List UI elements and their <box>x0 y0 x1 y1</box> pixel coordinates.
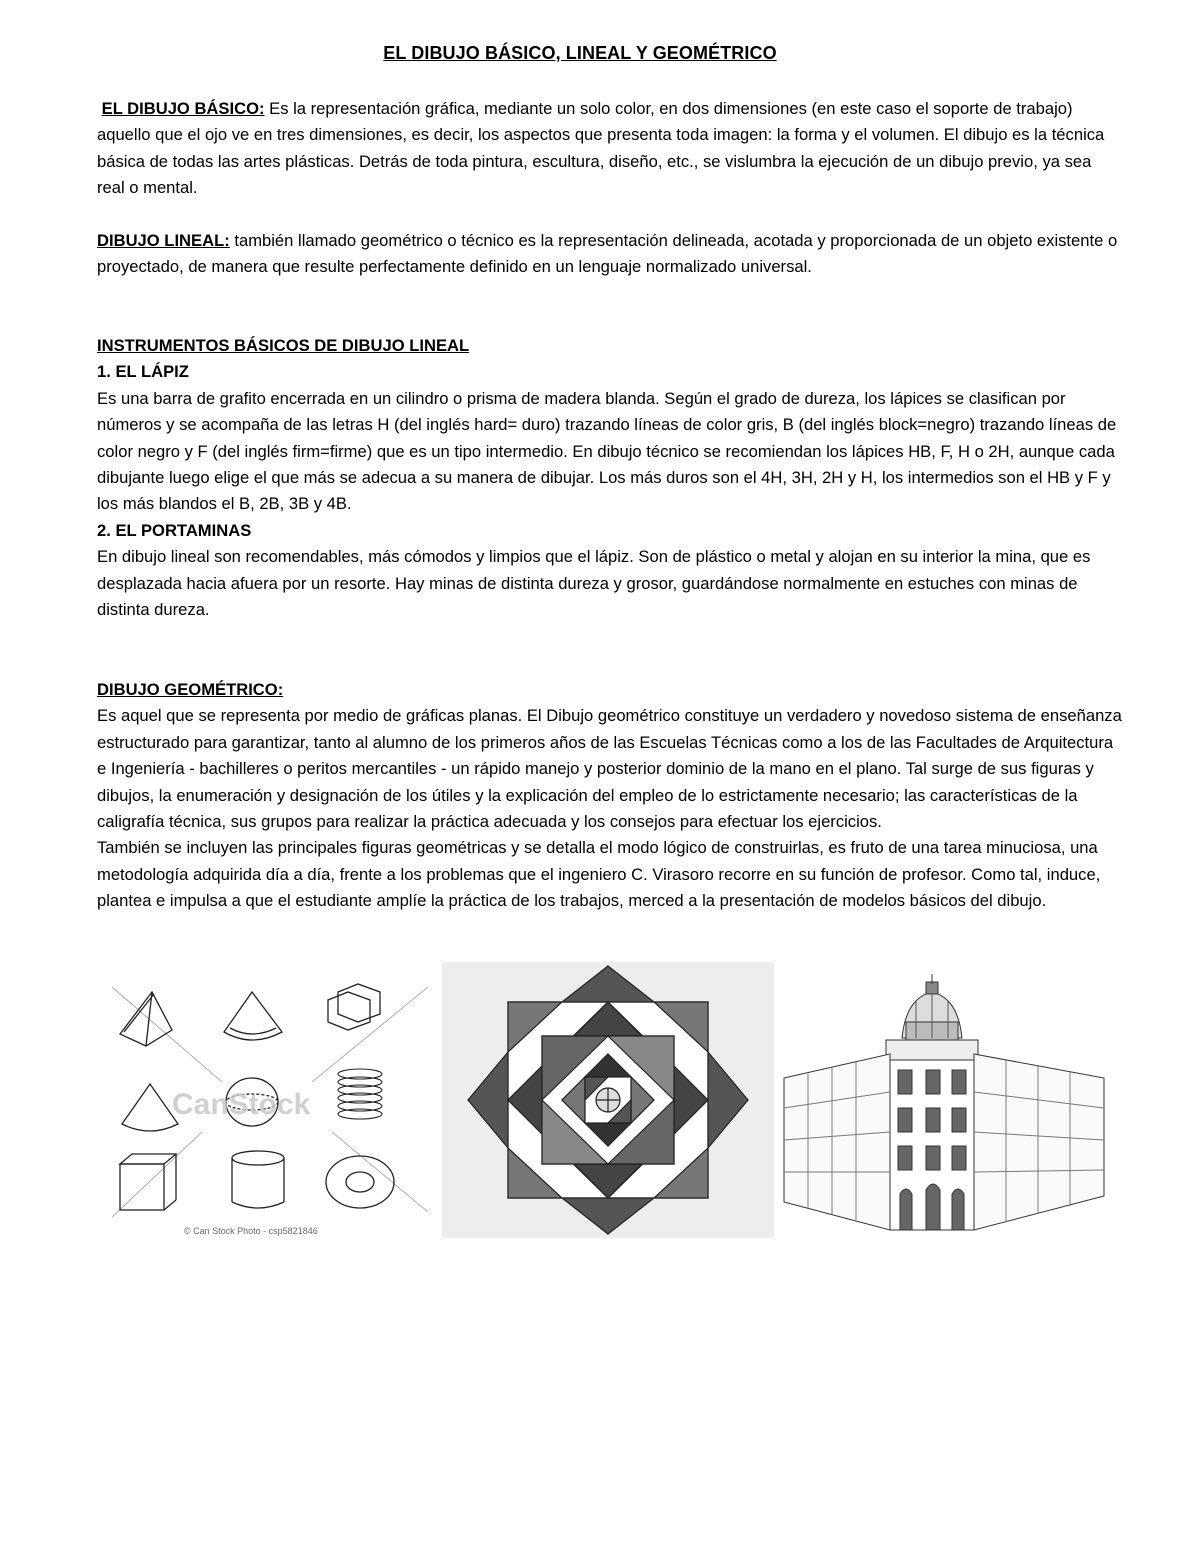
canstock-watermark: CanStock <box>172 1088 311 1121</box>
solids-image <box>112 962 428 1242</box>
document-title: EL DIBUJO BÁSICO, LINEAL Y GEOMÉTRICO <box>383 43 777 63</box>
canstock-caption: © Can Stock Photo - csp5821846 <box>184 1226 318 1236</box>
paragraph-dibujo-lineal <box>97 228 1123 281</box>
paragraph-dibujo-basico <box>97 96 1123 202</box>
star-pattern-image <box>442 962 774 1238</box>
heading-lapiz: 1. EL LÁPIZ <box>97 362 189 382</box>
heading-portaminas: 2. EL PORTAMINAS <box>97 520 252 540</box>
section-dibujo-geometrico <box>97 677 1123 915</box>
heading-dibujo-basico: EL DIBUJO BÁSICO: <box>101 99 265 118</box>
heading-instrumentos: INSTRUMENTOS BÁSICOS DE DIBUJO LINEAL <box>97 336 470 355</box>
text-geometrico-1: Es aquel que se representa por medio de gráficas planas. El Dibujo geométrico constituye un verdadero y novedoso sistema de enseñanza estructurado para garantizar, tanto al alumno de los primeros años de las Escuelas Técnicas como a los de las Facultades de Arquitectura e Ingeniería - bachilleres o peritos mercantiles - un rápido manejo y posterior dominio de la mano en el plano. Tal surge de sus figuras y dibujos, la enumeración y designación de los útiles y la explicación del empleo de lo estrictamente necesario; las características de la caligrafía técnica, sus grupos para realizar la práctica adecuada y los consejos para efectuar los ejercicios. <box>97 706 1122 832</box>
heading-dibujo-lineal: DIBUJO LINEAL: <box>97 231 230 250</box>
text-geometrico-2: También se incluyen las principales figuras geométricas y se detalla el modo lógico de construirlas, es fruto de una tarea minuciosa, una metodología adquirida día a día, frente a los problemas que el ingeniero C. Virasoro recorre en su función de profesor. Como tal, induce, plantea e impulsa a que el estudiante amplíe la práctica de los trabajos, merced a la presentación de modelos básicos del dibujo. <box>97 838 1101 911</box>
text-dibujo-lineal: también llamado geométrico o técnico es la representación delineada, acotada y proporcionada de un objeto existente o proyectado, de manera que resulte perfectamente definido en un lenguaje normalizado universal. <box>97 231 1118 277</box>
section-instrumentos <box>97 333 1123 623</box>
text-lapiz: Es una barra de grafito encerrada en un cilindro o prisma de madera blanda. Según el grado de dureza, los lápices se clasifican por números y se acompaña de las letras H (del inglés hard= duro) trazando líneas de color gris, B (del inglés block=negro) trazando líneas de color negro y F (del inglés firm=firme) que es un tipo intermedio. En dibujo técnico se recomiendan los lápices HB, F, H o 2H, aunque cada dibujante luego elige el que más se adecua a su manera de dibujar. Los más duros son el 4H, 3H, 2H y H, los intermedios son el HB y F y los más blandos el B, 2B, 3B y 4B. <box>97 388 1117 514</box>
text-dibujo-basico: Es la representación gráfica, mediante un solo color, en dos dimensiones (en este caso el soporte de trabajo) aquello que el ojo ve en tres dimensiones, es decir, los aspectos que presenta toda imagen: la forma y el volumen. El dibujo es la técnica básica de todas las artes plásticas. Detrás de toda pintura, escultura, diseño, etc., se vislumbra la ejecución de un dibujo previo, ya sea real o mental. <box>97 99 1105 198</box>
heading-dibujo-geometrico: DIBUJO GEOMÉTRICO: <box>97 680 284 699</box>
text-portaminas: En dibujo lineal son recomendables, más cómodos y limpios que el lápiz. Son de plástico o metal y alojan en su interior la mina, que es desplazada hacia afuera por un resorte. Hay minas de distinta dureza y grosor, guardándose normalmente en estuches con minas de distinta dureza. <box>97 547 1091 620</box>
figures-row <box>0 962 1200 1242</box>
building-perspective-image <box>780 962 1112 1242</box>
